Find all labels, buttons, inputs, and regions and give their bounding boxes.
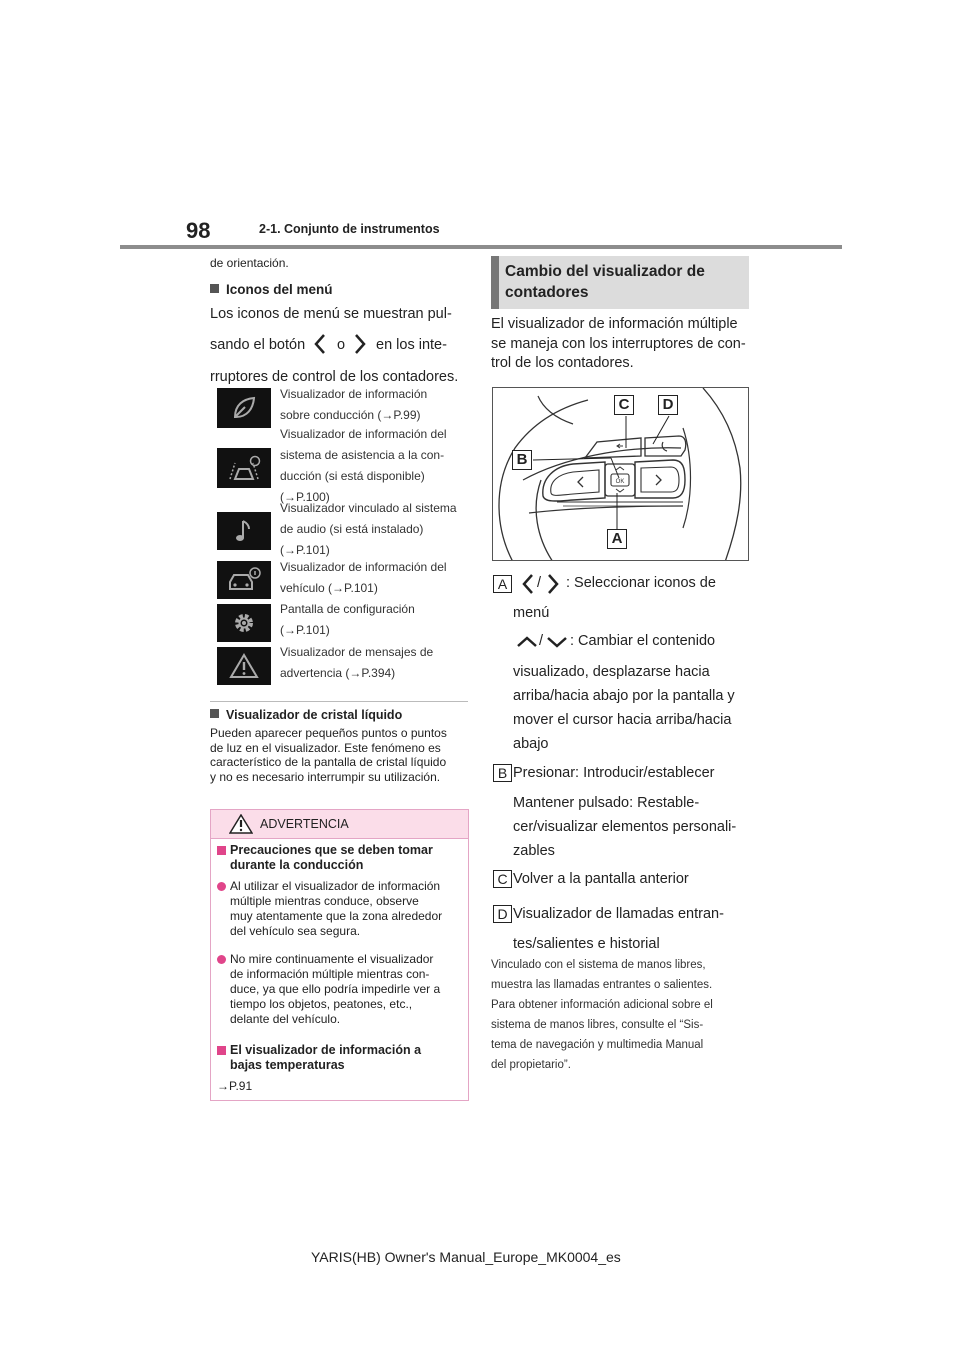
leaf-icon <box>231 395 257 421</box>
diagram-label-b: B <box>512 450 532 470</box>
menu-icon-text-line: (→P.101) <box>280 543 330 557</box>
lcd-line: característico de la pantalla de cristal líquido <box>210 755 447 769</box>
lcd-note <box>210 707 472 784</box>
menu-icon-text-line: sobre conducción (→P.99) <box>280 408 421 422</box>
diagram-label-a: A <box>607 529 627 549</box>
a-text-line2: menú <box>513 605 550 621</box>
square-bullet-icon <box>217 846 226 855</box>
lcd-line: Pueden aparecer pequeños puntos o puntos <box>210 726 447 740</box>
header-rule <box>120 245 842 249</box>
menu-icon-text-line: Visualizador de información <box>280 387 428 401</box>
menu-icon-text-line: advertencia (→P.394) <box>280 666 396 680</box>
svg-text:OK: OK <box>615 479 625 485</box>
footer-manual-id: YARIS(HB) Owner's Manual_Europe_MK0004_es <box>311 1249 621 1265</box>
menu-icon-text-line: Visualizador de información del <box>280 427 447 441</box>
a-separator: / <box>537 575 542 591</box>
menu-icon-text-line: (→P.100) <box>280 490 330 504</box>
b-description: Presionar: Introducir/establecer Mantener pulsado: Restable- cer/visualizar elementos personali- zables <box>513 765 737 859</box>
menu-icon-box <box>217 448 271 488</box>
a-separator-2: / <box>539 633 544 649</box>
label-c: C <box>493 870 512 888</box>
a-text-line1: : Seleccionar iconos de <box>566 575 716 591</box>
menu-icon-box <box>217 604 271 642</box>
warning-box: ADVERTENCIA Precauciones que se deben tomar durante la conducción Al utilizar el visualizador de información múltiple mientras conduce, observe muy atentamente que la zona alrededor del vehículo sea segura. No mire continuamente el visualizador de información múltiple mientras con- duce, ya que ello podría impedirle ver a tiempo los objetos, peatones, etc., delante del vehículo. El visualizador de información a bajas temperaturas →P.91 <box>210 809 469 1101</box>
menu-icon-text-line: vehículo (→P.101) <box>280 581 378 595</box>
label-d: D <box>493 905 512 923</box>
menu-icon-box <box>217 512 271 550</box>
square-bullet-icon <box>210 284 219 293</box>
diagram-label-d: D <box>658 395 678 415</box>
menu-icon-text-line: sistema de asistencia a la con- <box>280 448 445 462</box>
menu-icon-text-line: Visualizador vinculado al sistema <box>280 501 457 515</box>
vehicle-info-icon <box>227 567 261 593</box>
menu-icon-text-line: Visualizador de información del <box>280 560 447 574</box>
chevron-up-icon <box>516 636 538 648</box>
label-b: B <box>493 764 512 782</box>
menu-icon-row-3 <box>217 501 475 557</box>
round-bullet-icon <box>217 955 226 964</box>
diagram-label-c: C <box>614 395 634 415</box>
section-title-box <box>491 256 749 309</box>
right-intro: El visualizador de información múltiple se maneja con los interruptores de con- trol de los contadores. <box>491 316 746 371</box>
section-title-bar <box>491 256 499 309</box>
chevron-right-icon <box>547 573 559 595</box>
section-title: Cambio del visualizador de contadores <box>505 263 705 301</box>
menu-icon-text-line: Visualizador de mensajes de <box>280 645 434 659</box>
warning-triangle-icon <box>229 653 259 679</box>
menu-icon-row-4 <box>217 561 475 599</box>
lcd-heading: Visualizador de cristal líquido <box>210 707 472 723</box>
menu-icon-box <box>217 388 271 428</box>
c-description: Volver a la pantalla anterior <box>513 871 689 887</box>
warning-title: ADVERTENCIA <box>260 817 349 831</box>
chevron-left-icon <box>314 333 326 355</box>
round-bullet-icon <box>217 882 226 891</box>
a-text-line3: : Cambiar el contenido <box>570 633 716 649</box>
hands-free-note: Vinculado con el sistema de manos libres, muestra las llamadas entrantes o salientes. Para obtener información adicional sobre el sistema de manos libres, consulte el “Sis- tema de navegación y multimedia Manual del propietario”. <box>491 959 713 1071</box>
a-description: visualizado, desplazarse hacia arriba/hacia abajo por la pantalla y mover el cursor hacia arriba/hacia abajo <box>513 664 735 752</box>
label-a: A <box>493 575 512 593</box>
menu-icons-heading: Iconos del menú <box>210 281 470 299</box>
section-header: 2-1. Conjunto de instrumentos <box>259 222 440 236</box>
square-bullet-icon <box>217 1046 226 1055</box>
menu-icon-text-line: (→P.101) <box>280 623 330 637</box>
music-note-icon <box>234 518 254 544</box>
warning-header <box>211 810 468 839</box>
menu-icon-row-6 <box>217 647 475 685</box>
chevron-left-icon <box>522 573 534 595</box>
d-description: Visualizador de llamadas entran- tes/salientes e historial <box>513 906 724 952</box>
menu-icon-text-line: ducción (si está disponible) <box>280 469 425 483</box>
menu-icon-box <box>217 647 271 685</box>
lcd-line: y no es necesario interrumpir su utilización. <box>210 769 441 784</box>
warning-item-4-ref: →P.91 <box>217 1079 253 1093</box>
menu-icon-text-line: de audio (si está instalado) <box>280 522 424 536</box>
menu-icon-row-2 <box>217 427 475 504</box>
chevron-right-icon <box>354 333 366 355</box>
menu-icon-text-line: Pantalla de configuración <box>280 602 415 616</box>
driving-assist-icon <box>227 455 261 481</box>
lcd-line: de luz en el visualizador. Este fenómeno es <box>210 740 441 755</box>
intro-line: de orientación. <box>210 256 289 270</box>
gear-icon <box>231 610 257 636</box>
steering-switch-diagram <box>492 387 749 561</box>
warning-triangle-icon <box>229 814 253 834</box>
menu-icon-row-5 <box>217 604 475 642</box>
chevron-down-icon <box>546 636 568 648</box>
menu-icon-row-1 <box>217 388 475 428</box>
menu-icons-paragraph: Los iconos de menú se muestran pul- sando el botón o en los inte- rruptores de control de los contadores. <box>210 306 459 385</box>
menu-icon-box <box>217 561 271 599</box>
square-bullet-icon <box>210 709 219 718</box>
section-divider <box>210 701 468 702</box>
page-number: 98 <box>186 218 211 243</box>
